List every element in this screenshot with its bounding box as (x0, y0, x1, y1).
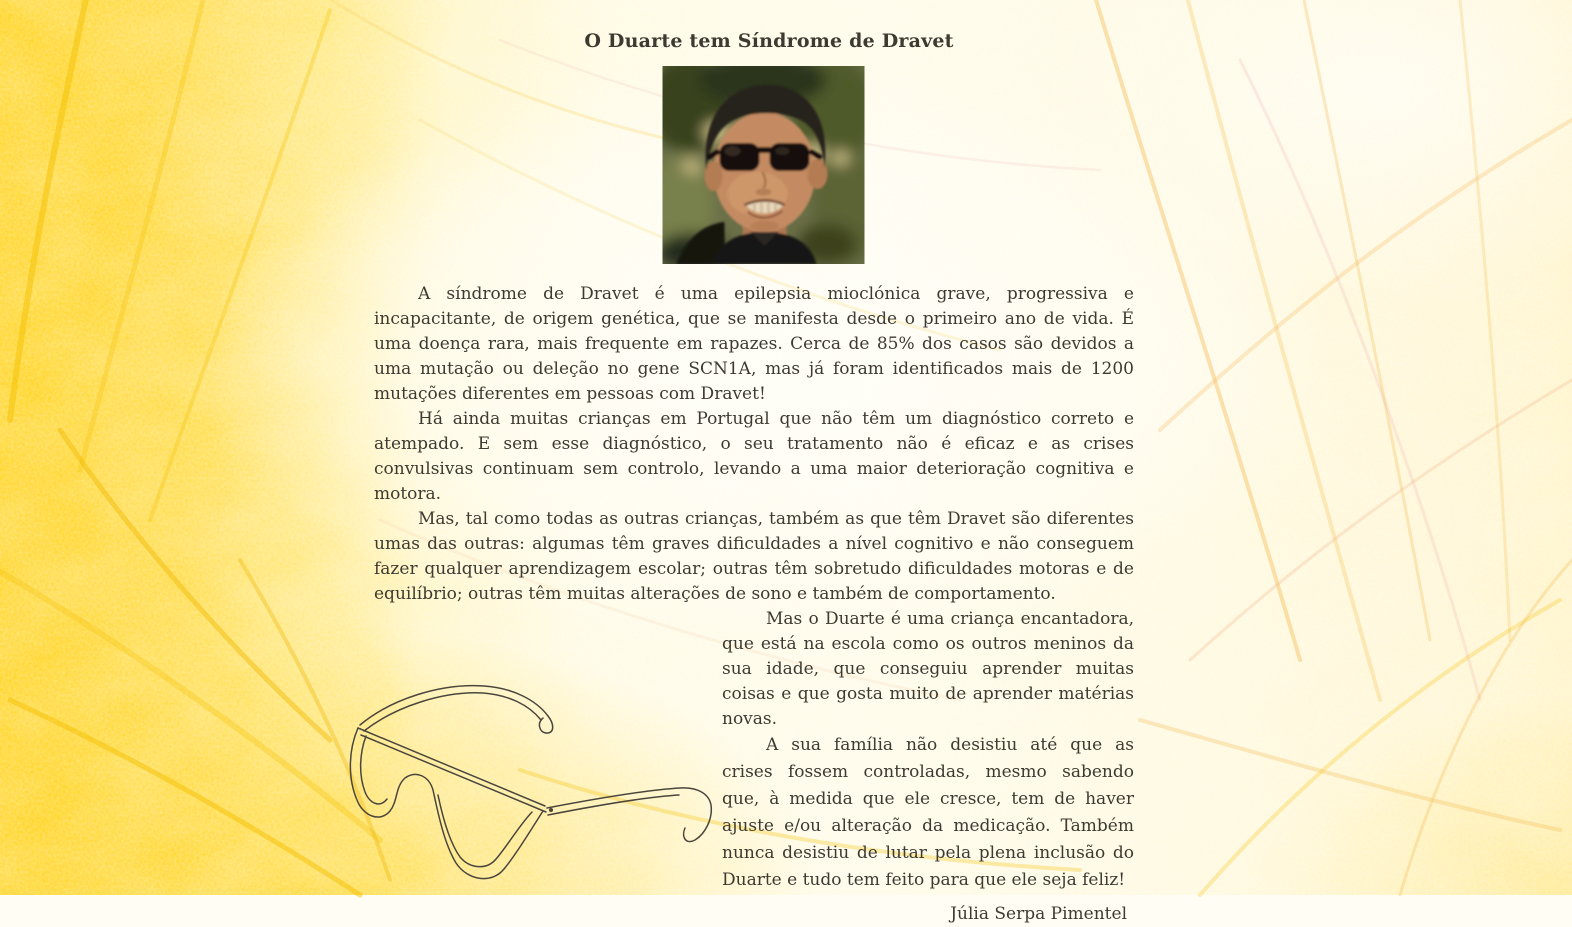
paragraph-1: A síndrome de Dravet é uma epilepsia mioclónica grave, progressiva e incapacitante, de origem genética, que se manifesta desde o primeiro ano de vida. É uma doença rara, mais frequente em rapazes. Cerca de 85% dos casos são devidos a uma mutação ou deleção no gene SCN1A, mas já foram identificados mais de 1200 mutações diferentes em pessoas com Dravet! (374, 284, 1134, 404)
sunglasses-sketch (346, 673, 716, 905)
paragraph-3: Mas, tal como todas as outras crianças, também as que têm Dravet são diferentes umas das outras: algumas têm graves dificuldades a nível cognitivo e não conseguem fazer qualquer aprendizagem escolar; outras têm sobretudo dificuldades motoras e de equilíbrio; outras têm muitas alterações de sono e também de comportamento. (374, 509, 1134, 604)
article-column (374, 0, 1134, 927)
paragraph-5: A sua família não desistiu até que as crises fossem controladas, mesmo sabendo que, à medida que ele cresce, tem de haver ajuste e/ou alteração da medicação. Também nunca desistiu de lutar pela plena inclusão do Duarte e tudo tem feito para que ele seja feliz! (722, 735, 1134, 890)
paragraph-4-text: Mas o Duarte é uma criança encantadora, que está na escola como os outros meninos da sua idade, que conseguiu aprender muitas coisas e que gosta muito de aprender matérias novas. (722, 609, 1134, 729)
page-title: O Duarte tem Síndrome de Dravet (584, 30, 954, 52)
paragraph-2: Há ainda muitas crianças em Portugal que não têm um diagnóstico correto e atempado. E sem esse diagnóstico, o seu tratamento não é eficaz e as crises convulsivas continuam sem controlo, levando a uma maior deterioração cognitiva e motora. (374, 409, 1134, 504)
author-signature: Júlia Serpa Pimentel (950, 904, 1127, 924)
boy-portrait-photo (662, 66, 865, 264)
paragraph-4 (374, 607, 1134, 732)
